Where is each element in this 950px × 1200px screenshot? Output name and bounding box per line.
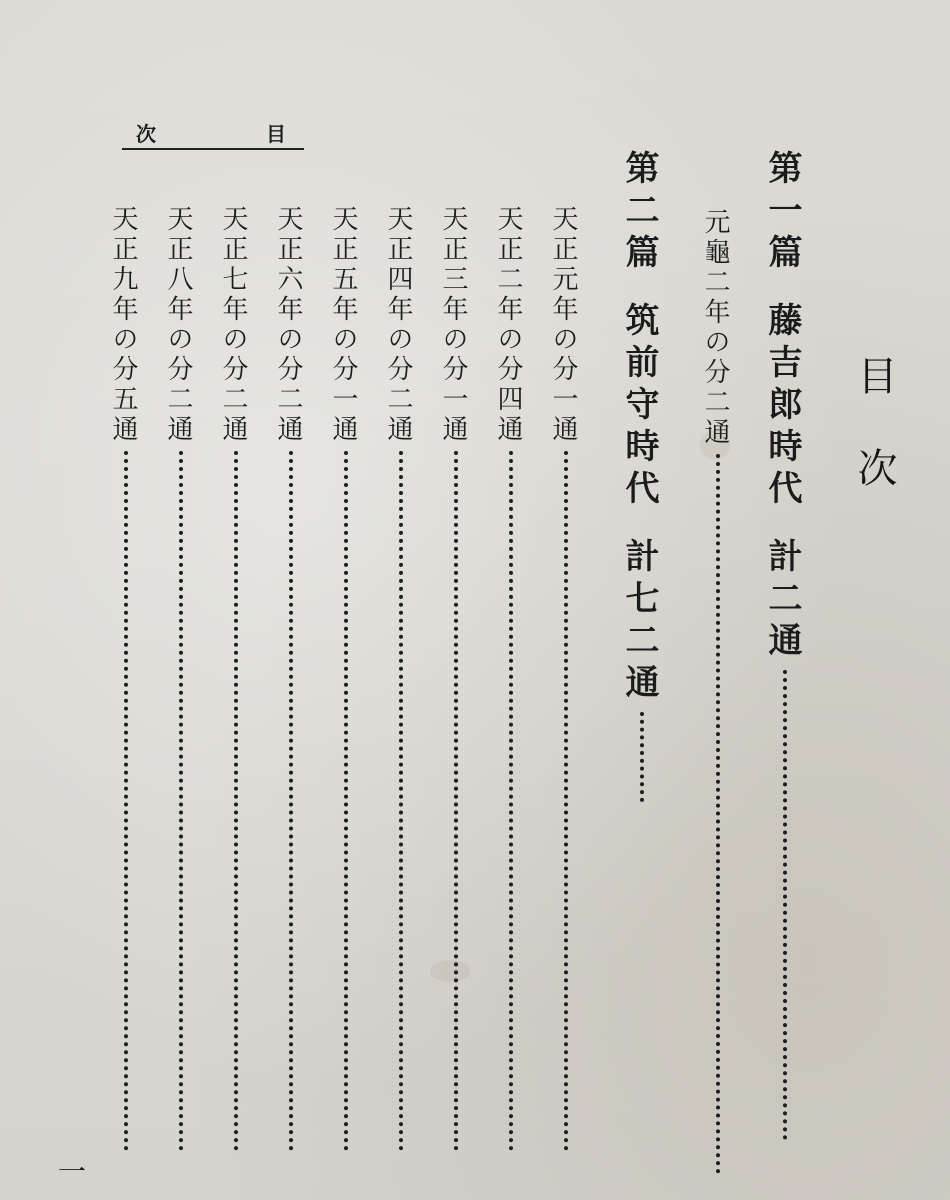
toc-entry-text: 天正八年の分二通 [163, 205, 193, 445]
toc-entry [697, 208, 734, 1174]
part-count: 計二通 [762, 538, 802, 664]
toc-entry-text: 天正五年の分一通 [328, 205, 358, 445]
page-title: 目次 [851, 355, 897, 539]
toc-entry [545, 205, 582, 1151]
part-name: 藤吉郎時代 [762, 302, 802, 512]
part-name: 筑前守時代 [619, 302, 659, 512]
running-head [122, 112, 304, 150]
toc-entry [380, 205, 417, 1151]
leader-dots [505, 451, 513, 1151]
leader-dots [779, 670, 787, 1140]
toc-entry-text: 天正七年の分二通 [218, 205, 248, 445]
running-head-left: 次 [136, 122, 156, 146]
part-label: 第二篇 [619, 150, 659, 276]
toc-entry-text: 天正四年の分二通 [383, 205, 413, 445]
leader-dots [340, 451, 348, 1151]
leader-dots [230, 451, 238, 1151]
running-head-right: 目 [266, 122, 286, 146]
toc-entry [270, 205, 307, 1151]
leader-dots [120, 451, 128, 1151]
toc-entry-text: 天正元年の分一通 [548, 205, 578, 445]
leader-dots [636, 712, 644, 802]
toc-entry [435, 205, 472, 1151]
toc-entry [215, 205, 252, 1151]
part-heading-1 [758, 150, 807, 1140]
leader-dots [395, 451, 403, 1151]
toc-entry [490, 205, 527, 1151]
toc-entry-text: 天正九年の分五通 [108, 205, 138, 445]
toc-entry [325, 205, 362, 1151]
part-count: 計七二通 [619, 538, 659, 706]
toc-entry [105, 205, 142, 1151]
toc-entry [160, 205, 197, 1151]
leader-dots [285, 451, 293, 1151]
leader-dots [560, 451, 568, 1151]
leader-dots [712, 454, 720, 1174]
toc-entry-text: 天正二年の分四通 [493, 205, 523, 445]
part-label: 第一篇 [762, 150, 802, 276]
leader-dots [175, 451, 183, 1151]
part-heading-2 [615, 150, 664, 802]
leader-dots [450, 451, 458, 1151]
toc-entry-text: 元龜二年の分二通 [700, 208, 730, 448]
toc-entry-text: 天正六年の分二通 [273, 205, 303, 445]
page-number: 一 [58, 1155, 87, 1188]
toc-entry-text: 天正三年の分一通 [438, 205, 468, 445]
